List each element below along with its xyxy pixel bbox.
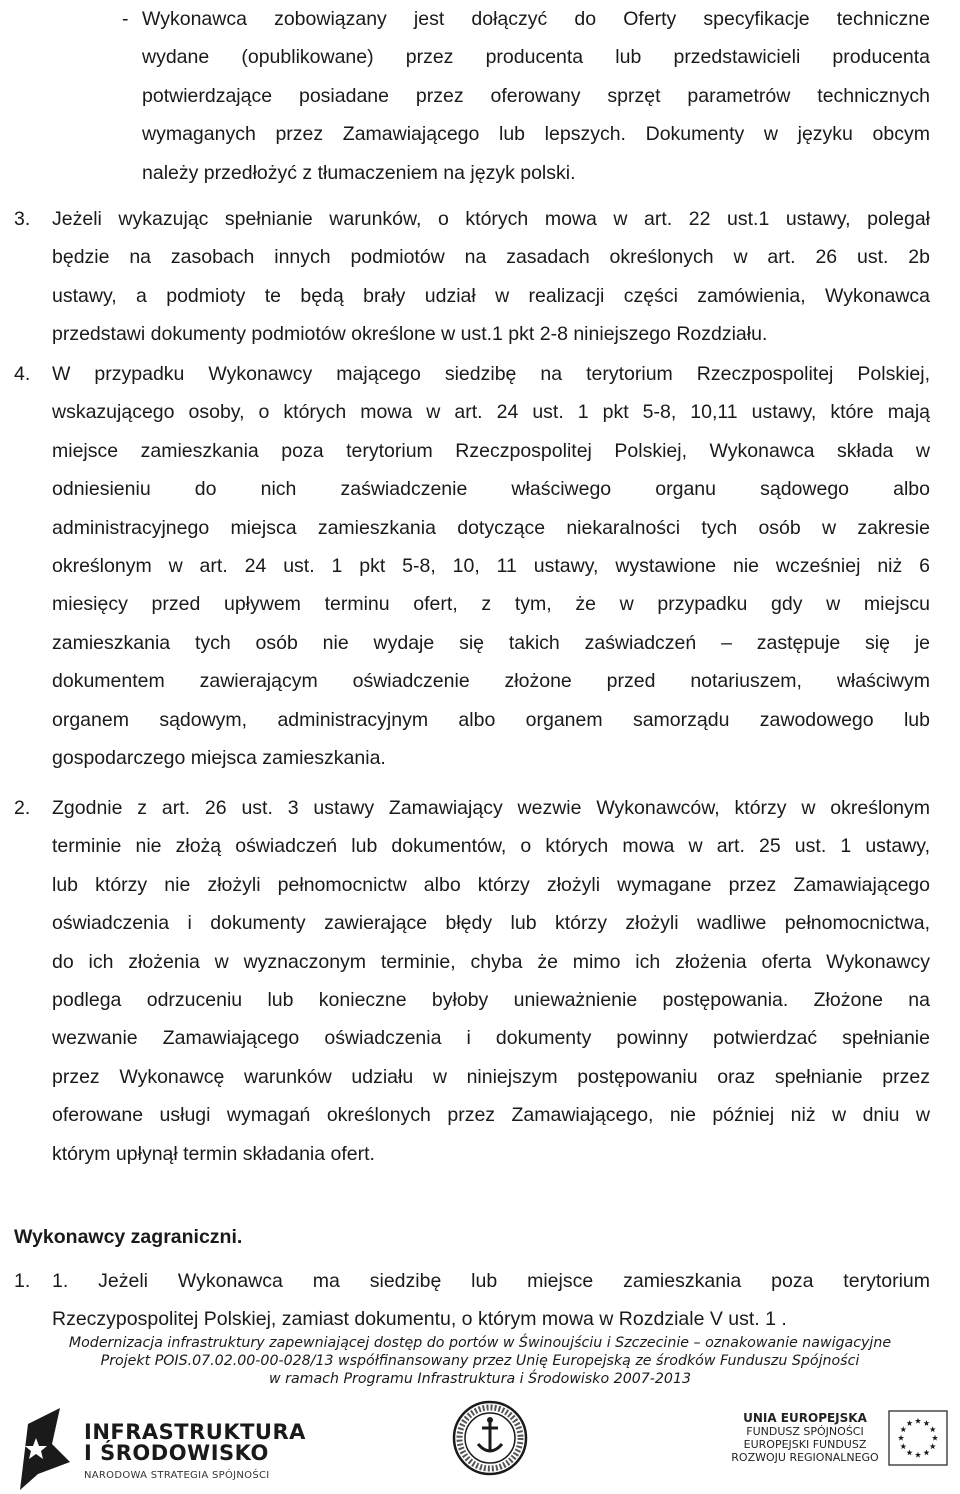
flag-star-icon bbox=[14, 1404, 78, 1492]
project-footer bbox=[0, 1334, 960, 1388]
infrastruktura-logo bbox=[14, 1404, 306, 1492]
eu-text-line: FUNDUSZ SPÓJNOŚCI bbox=[746, 1425, 864, 1438]
text-line: ustawy, a podmioty te będą brały udział w realizacji części zamówienia, Wykonawca bbox=[52, 284, 930, 307]
text-line: Jeżeli wykazując spełnianie warunków, o których mowa w art. 22 ust.1 ustawy, polegał bbox=[52, 208, 930, 230]
text-line: gospodarczego miejsca zamieszkania. bbox=[52, 747, 386, 770]
eu-text-line: ROZWOJU REGIONALNEGO bbox=[731, 1451, 879, 1464]
eu-star-icon bbox=[898, 1435, 904, 1441]
paragraph-point-3 bbox=[52, 200, 930, 354]
text-line: którym upłynął termin składania ofert. bbox=[52, 1142, 375, 1165]
text-line: administracyjnego miejsca zamieszkania dotyczące niekaralności tych osób w zakresie bbox=[52, 516, 930, 539]
eu-star-icon bbox=[900, 1426, 906, 1432]
text-line: należy przedłożyć z tłumaczeniem na język polski. bbox=[142, 161, 576, 184]
eu-text-line: EUROPEJSKI FUNDUSZ bbox=[743, 1438, 867, 1451]
paragraph-specifications bbox=[142, 0, 930, 192]
text-line: przedstawi dokumenty podmiotów określone w ust.1 pkt 2-8 niniejszego Rozdziału. bbox=[52, 323, 768, 346]
eu-text-line: UNIA EUROPEJSKA bbox=[743, 1411, 867, 1425]
text-line: lub którzy nie złożyli pełnomocnictw albo którzy złożyli wymagane przez Zamawiającego bbox=[52, 873, 930, 896]
list-marker-1: 1. bbox=[14, 1270, 31, 1292]
text-line: Wykonawca zobowiązany jest dołączyć do Oferty specyfikacje techniczne bbox=[142, 8, 930, 30]
logo-bar bbox=[0, 1396, 960, 1494]
eu-flag-icon bbox=[888, 1410, 948, 1466]
text-line: W przypadku Wykonawcy mającego siedzibę na terytorium Rzeczpospolitej Polskiej, bbox=[52, 363, 930, 385]
list-marker-2: 2. bbox=[14, 797, 31, 819]
eu-star-icon bbox=[900, 1443, 906, 1449]
eu-star-icon bbox=[923, 1450, 929, 1456]
text-line: podlega odrzuceniu lub konieczne byłoby unieważnienie postępowania. Złożone na bbox=[52, 989, 930, 1012]
list-marker-dash: - bbox=[122, 8, 129, 30]
text-line: organem sądowym, administracyjnym albo organem samorządu zawodowego lub bbox=[52, 708, 930, 731]
text-line: wskazującego osoby, o których mowa w art. 24 ust. 1 pkt 5-8, 10,11 ustawy, które mają bbox=[52, 401, 930, 424]
eu-star-icon bbox=[930, 1426, 936, 1432]
text-line: określonym w art. 24 ust. 1 pkt 5-8, 10, 11 ustawy, wystawione nie wcześniej niż 6 bbox=[52, 555, 930, 578]
text-line: miesięcy przed upływem terminu ofert, z tym, że w przypadku gdy w miejscu bbox=[52, 593, 930, 616]
paragraph-point-4 bbox=[52, 355, 930, 777]
paragraph-point-2 bbox=[52, 789, 930, 1173]
logo-subtitle: NARODOWA STRATEGIA SPÓJNOŚCI bbox=[84, 1470, 270, 1481]
text-line: zamieszkania tych osób nie wydaje się takich zaświadczeń – zastępuje się je bbox=[52, 631, 930, 654]
text-line: odniesieniu do nich zaświadczenie właściwego organu sądowego albo bbox=[52, 478, 930, 501]
text-line: do ich złożenia w wyznaczonym terminie, chyba że mimo ich złożenia oferta Wykonawcy bbox=[52, 950, 930, 973]
text-line: Rzeczypospolitej Polskiej, zamiast dokumentu, o którym mowa w Rozdziale V ust. 1 . bbox=[52, 1308, 787, 1331]
list-marker-3: 3. bbox=[14, 208, 31, 230]
list-marker-4: 4. bbox=[14, 363, 31, 385]
footer-line: Projekt POIS.07.02.00-00-028/13 współfinansowany przez Unię Europejską ze środków Funduszu Spójności bbox=[100, 1353, 860, 1369]
eu-star-icon bbox=[915, 1452, 921, 1458]
footer-line: Modernizacja infrastruktury zapewniającej dostęp do portów w Świnoujściu i Szczecinie – oznakowanie nawigacyjne bbox=[68, 1335, 892, 1351]
footer-line: w ramach Programu Infrastruktura i Środowisko 2007-2013 bbox=[269, 1371, 691, 1387]
section-heading: Wykonawcy zagraniczni. bbox=[14, 1226, 243, 1248]
logo-title-line: INFRASTRUKTURA bbox=[84, 1420, 306, 1444]
text-line: terminie nie złożą oświadczeń lub dokumentów, o których mowa w art. 25 ust. 1 ustawy, bbox=[52, 835, 930, 858]
eu-funds-text bbox=[730, 1412, 880, 1464]
eu-star-icon bbox=[906, 1420, 912, 1426]
text-line: miejsce zamieszkania poza terytorium Rzeczpospolitej Polskiej, Wykonawca składa w bbox=[52, 439, 930, 462]
text-line: wydane (opublikowane) przez producenta lub przedstawicieli producenta bbox=[142, 46, 930, 69]
eu-star-icon bbox=[932, 1435, 938, 1441]
text-line: będzie na zasobach innych podmiotów na zasadach określonych w art. 26 ust. 2b bbox=[52, 246, 930, 269]
text-line: oświadczenia i dokumenty zawierające błędy lub którzy złożyli wadliwe pełnomocnictwa, bbox=[52, 912, 930, 935]
text-line: wezwanie Zamawiającego oświadczenia i dokumenty powinny potwierdzać spełnianie bbox=[52, 1027, 930, 1050]
text-line: oferowane usługi wymagań określonych przez Zamawiającego, nie później niż w dniu w bbox=[52, 1104, 930, 1127]
text-line: 1. Jeżeli Wykonawca ma siedzibę lub miejsce zamieszkania poza terytorium bbox=[52, 1270, 930, 1292]
eu-star-icon bbox=[915, 1418, 921, 1424]
maritime-office-seal-icon bbox=[452, 1400, 528, 1476]
eu-star-icon bbox=[930, 1443, 936, 1449]
paragraph-point-1-1 bbox=[52, 1262, 930, 1339]
eu-star-icon bbox=[906, 1450, 912, 1456]
eu-star-icon bbox=[923, 1420, 929, 1426]
text-line: dokumentem zawierającym oświadczenie złożone przed notariuszem, właściwym bbox=[52, 670, 930, 693]
text-line: potwierdzające posiadane przez oferowany sprzęt parametrów technicznych bbox=[142, 84, 930, 107]
text-line: wymaganych przez Zamawiającego lub lepszych. Dokumenty w języku obcym bbox=[142, 123, 930, 146]
text-line: Zgodnie z art. 26 ust. 3 ustawy Zamawiający wezwie Wykonawców, którzy w określonym bbox=[52, 797, 930, 819]
logo-title-line: I ŚRODOWISKO bbox=[84, 1441, 269, 1465]
text-line: przez Wykonawcę warunków udziału w niniejszym postępowaniu oraz spełnianie przez bbox=[52, 1065, 930, 1088]
